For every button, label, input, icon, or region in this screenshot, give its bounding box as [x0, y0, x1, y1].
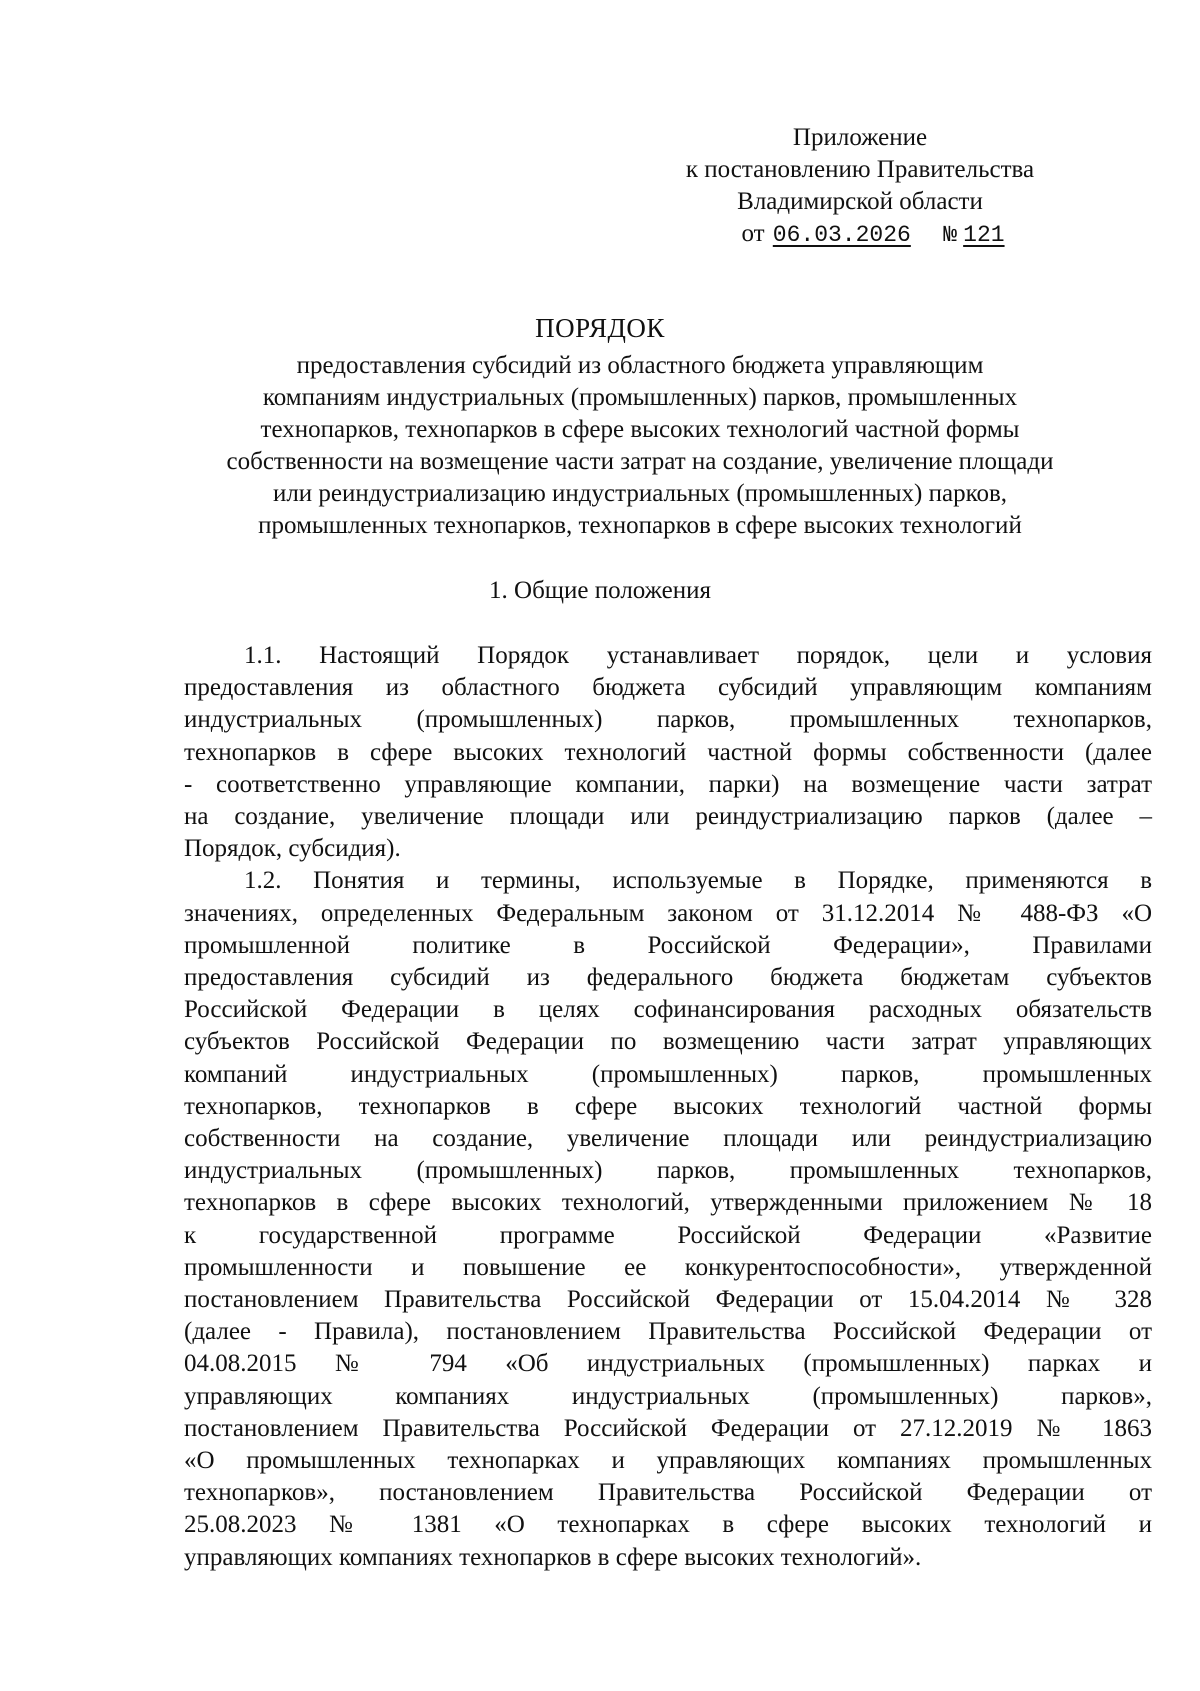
- approval-date: 06.03.2026: [772, 222, 911, 248]
- approval-line-3: Владимирской области: [737, 188, 983, 215]
- section-heading: 1. Общие положения: [489, 577, 711, 604]
- text-line: 25.08.2023 № 1381 «О технопарках в сфере высоких технологий и: [184, 1511, 1152, 1539]
- text-line: технопарков», постановлением Правительства Российской Федерации от: [184, 1479, 1152, 1507]
- text-line: к государственной программе Российской Федерации «Развитие: [184, 1221, 1152, 1249]
- subtitle-line: или реиндустриализацию индустриальных (промышленных) парков,: [272, 480, 1008, 507]
- text-line: - соответственно управляющие компании, парки) на возмещение части затрат: [184, 770, 1152, 798]
- text-line: субъектов Российской Федерации по возмещению части затрат управляющих: [184, 1028, 1152, 1056]
- text-line: технопарков, технопарков в сфере высоких технологий частной формы: [184, 1092, 1152, 1120]
- body-text: [184, 640, 1152, 1574]
- approval-line-2: к постановлению Правительства: [685, 156, 1035, 183]
- document-subtitle: [150, 350, 1130, 542]
- date-prefix: от: [741, 220, 765, 247]
- text-line: Российской Федерации в целях софинансирования расходных обязательств: [184, 996, 1152, 1024]
- text-line: промышленности и повышение ее конкурентоспособности», утвержденной: [184, 1253, 1152, 1281]
- subtitle-line: промышленных технопарков, технопарков в сфере высоких технологий: [258, 512, 1022, 539]
- text-line: предоставления субсидий из федерального бюджета бюджетам субъектов: [184, 964, 1152, 992]
- approval-number: 121: [963, 222, 1005, 248]
- text-line: промышленной политике в Российской Федерации», Правилами: [184, 931, 1152, 959]
- text-line: предоставления из областного бюджета субсидий управляющим компаниям: [184, 674, 1152, 702]
- text-line: технопарков в сфере высоких технологий частной формы собственности (далее: [184, 738, 1152, 766]
- text-line: на создание, увеличение площади или реиндустриализацию парков (далее –: [184, 803, 1152, 831]
- approval-date-line: [640, 218, 1080, 251]
- text-line: собственности на создание, увеличение площади или реиндустриализацию: [184, 1125, 1152, 1153]
- paragraph-1-2: [184, 865, 1152, 1573]
- text-line: 1.2. Понятия и термины, используемые в Порядке, применяются в: [244, 867, 1152, 895]
- subtitle-line: предоставления субсидий из областного бюджета управляющим: [296, 352, 984, 379]
- approval-block: [640, 122, 1080, 251]
- paragraph-1-1: [184, 640, 1152, 865]
- subtitle-line: собственности на возмещение части затрат на создание, увеличение площади: [226, 448, 1054, 475]
- text-line: управляющих компаниях технопарков в сфере высоких технологий».: [184, 1543, 922, 1571]
- text-line: индустриальных (промышленных) парков, промышленных технопарков,: [184, 1157, 1152, 1185]
- subtitle-line: технопарков, технопарков в сфере высоких технологий частной формы: [260, 416, 1020, 443]
- document-title: ПОРЯДОК: [535, 313, 665, 343]
- text-line: технопарков в сфере высоких технологий, утвержденными приложением № 18: [184, 1189, 1152, 1217]
- approval-line-1: Приложение: [792, 124, 928, 151]
- text-line: (далее - Правила), постановлением Правительства Российской Федерации от: [184, 1318, 1152, 1346]
- subtitle-line: компаниям индустриальных (промышленных) парков, промышленных: [262, 384, 1018, 411]
- text-line: постановлением Правительства Российской Федерации от 27.12.2019 № 1863: [184, 1414, 1152, 1442]
- number-sign: №: [943, 222, 957, 248]
- text-line: 04.08.2015 № 794 «Об индустриальных (промышленных) парках и: [184, 1350, 1152, 1378]
- text-line: управляющих компаниях индустриальных (промышленных) парков»,: [184, 1382, 1152, 1410]
- text-line: Порядок, субсидия).: [184, 835, 401, 863]
- text-line: компаний индустриальных (промышленных) парков, промышленных: [184, 1060, 1152, 1088]
- text-line: индустриальных (промышленных) парков, промышленных технопарков,: [184, 706, 1152, 734]
- text-line: 1.1. Настоящий Порядок устанавливает порядок, цели и условия: [244, 642, 1152, 669]
- text-line: «О промышленных технопарках и управляющих компаниях промышленных: [184, 1447, 1152, 1475]
- text-line: постановлением Правительства Российской Федерации от 15.04.2014 № 328: [184, 1286, 1152, 1314]
- text-line: значениях, определенных Федеральным законом от 31.12.2014 № 488-ФЗ «О: [184, 899, 1152, 927]
